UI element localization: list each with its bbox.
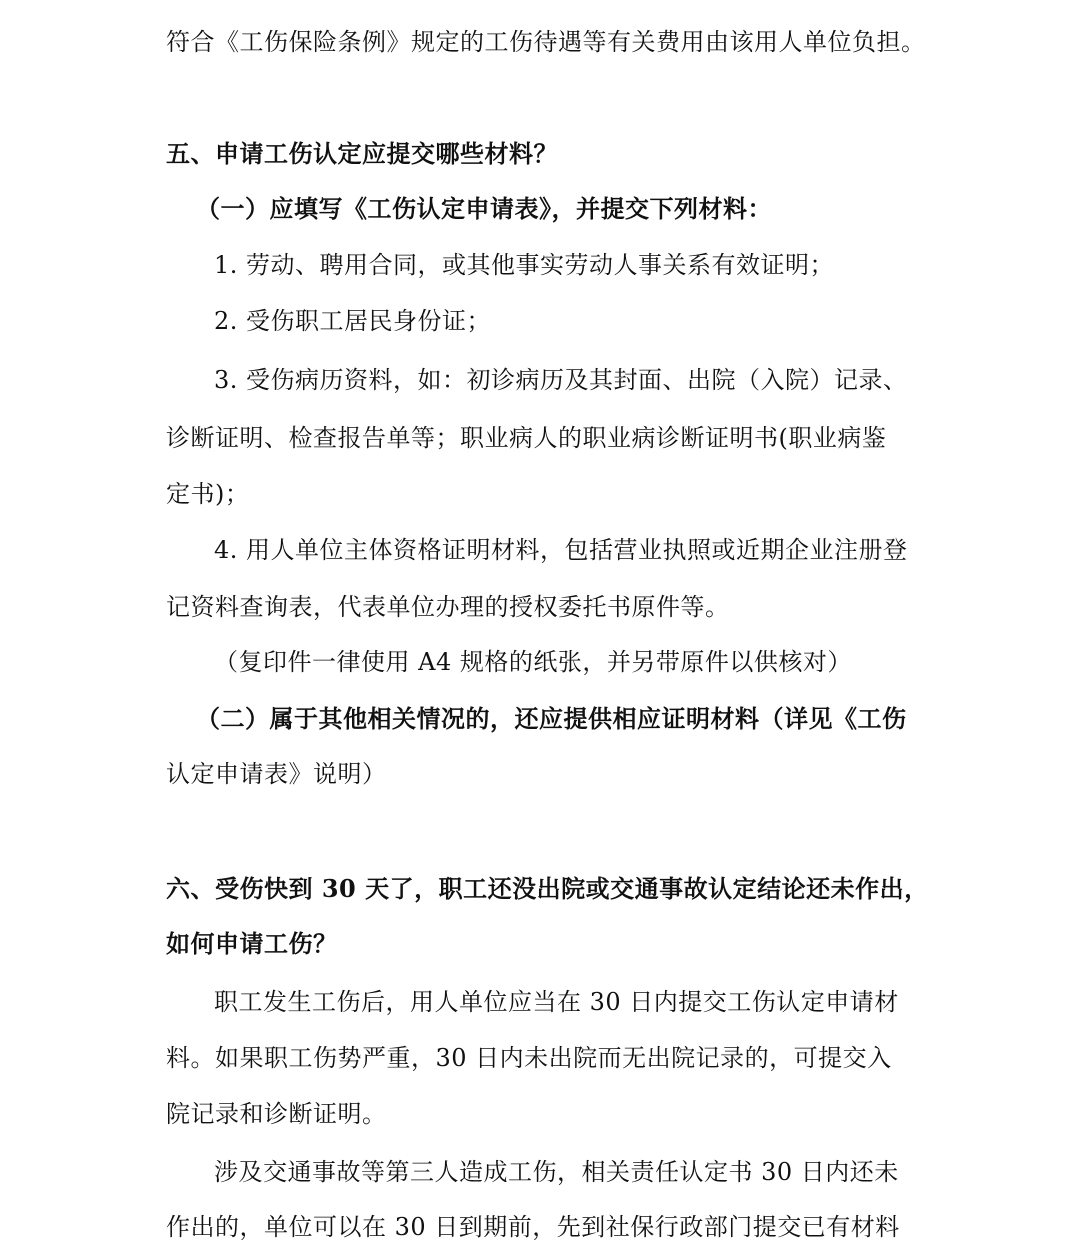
list-item-3-line-1: 3. 受伤病历资料，如：初诊病历及其封面、出院（入院）记录、 — [214, 366, 908, 394]
paragraph-line-2: 料。如果职工伤势严重，30 日内未出院而无出院记录的，可提交入 — [166, 1044, 892, 1072]
subheading-one: （一）应填写《工伤认定申请表》，并提交下列材料： — [196, 194, 772, 223]
list-item-3-line-3: 定书)； — [166, 480, 250, 508]
paragraph-line-5: 作出的，单位可以在 30 日到期前，先到社保行政部门提交已有材料 — [166, 1213, 900, 1241]
section-heading-five: 五、申请工伤认定应提交哪些材料？ — [166, 139, 558, 168]
list-item-4-line-2: 记资料查询表，代表单位办理的授权委托书原件等。 — [166, 593, 730, 621]
subheading-two-line-2: 认定申请表》说明） — [166, 760, 387, 788]
list-item-3-line-2: 诊断证明、检查报告单等；职业病人的职业病诊断证明书(职业病鉴 — [166, 424, 887, 452]
copy-note: （复印件一律使用 A4 规格的纸张，并另带原件以供核对） — [214, 648, 852, 676]
list-item-4-line-1: 4. 用人单位主体资格证明材料，包括营业执照或近期企业注册登 — [214, 536, 908, 564]
subheading-two-line-1: （二）属于其他相关情况的，还应提供相应证明材料（详见《工伤 — [196, 704, 907, 733]
list-item-2: 2. 受伤职工居民身份证； — [214, 307, 492, 335]
paragraph-line-liability: 符合《工伤保险条例》规定的工伤待遇等有关费用由该用人单位负担。 — [166, 28, 926, 56]
paragraph-line-4: 涉及交通事故等第三人造成工伤，相关责任认定书 30 日内还未 — [214, 1158, 899, 1186]
section-heading-six-line-1: 六、受伤快到 30 天了，职工还没出院或交通事故认定结论还未作出， — [166, 874, 929, 903]
section-heading-six-line-2: 如何申请工伤？ — [166, 929, 338, 958]
list-item-1: 1. 劳动、聘用合同，或其他事实劳动人事关系有效证明； — [214, 251, 835, 279]
paragraph-line-1: 职工发生工伤后，用人单位应当在 30 日内提交工伤认定申请材 — [214, 988, 899, 1016]
paragraph-line-3: 院记录和诊断证明。 — [166, 1100, 387, 1128]
